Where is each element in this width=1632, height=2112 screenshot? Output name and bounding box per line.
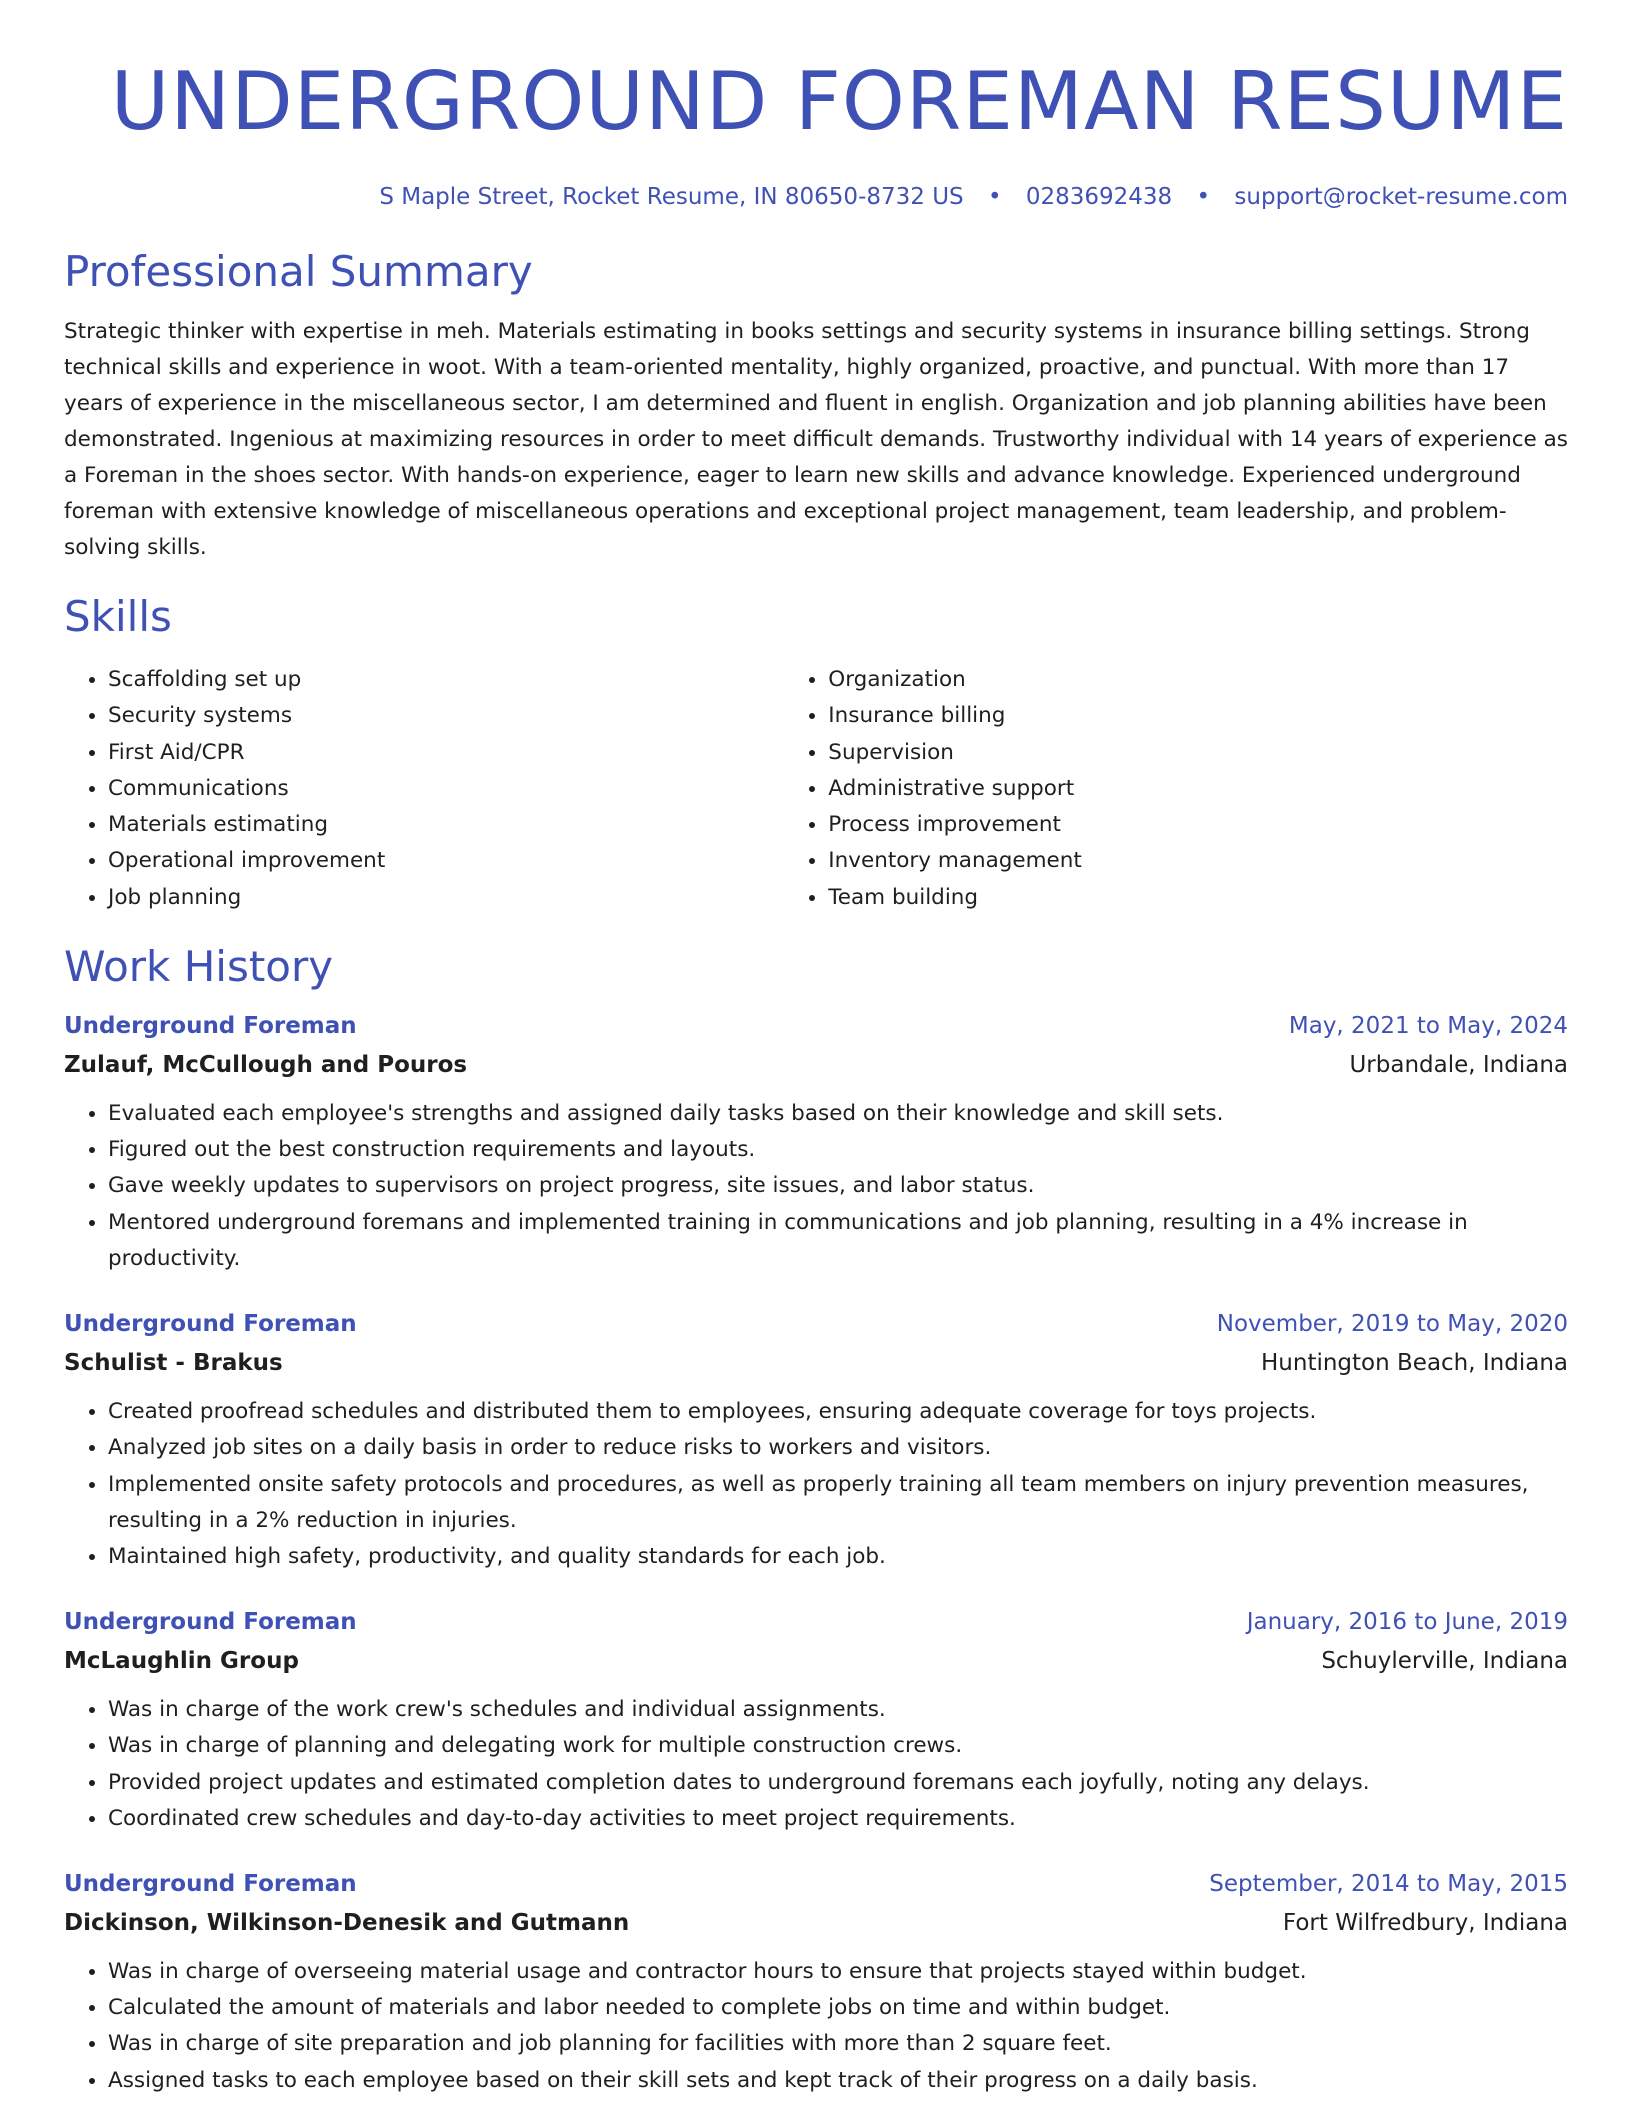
job-bullet: • Analyzed job sites on a daily basis in order to reduce risks to workers and visitors. <box>108 1430 1568 1466</box>
job-bullet: • Assigned tasks to each employee based on their skill sets and kept track of their progress on a daily basis. <box>108 2063 1568 2099</box>
job-title: Underground Foreman <box>64 1311 357 1338</box>
job-bullet: • Figured out the best construction requirements and layouts. <box>108 1132 1568 1168</box>
job-entry <box>64 1607 1568 1837</box>
contact-phone: 0283692438 <box>1025 184 1173 210</box>
job-bullets <box>64 1692 1568 1837</box>
job-bullets <box>64 1954 1568 2099</box>
job-dates: January, 2016 to June, 2019 <box>1246 1609 1568 1636</box>
resume-title: UNDERGROUND FOREMAN RESUME <box>110 55 1568 148</box>
job-location: Schuylerville, Indiana <box>1321 1648 1568 1675</box>
job-bullet: • Was in charge of the work crew's schedules and individual assignments. <box>108 1692 1568 1728</box>
job-bullet: • Maintained high safety, productivity, and quality standards for each job. <box>108 1539 1568 1575</box>
job-bullet: • Evaluated each employee's strengths and assigned daily tasks based on their knowledge and skill sets. <box>108 1096 1568 1132</box>
job-bullet: • Gave weekly updates to supervisors on project progress, site issues, and labor status. <box>108 1168 1568 1204</box>
skill-item: • First Aid/CPR <box>108 735 828 771</box>
job-bullet: • Mentored underground foremans and implemented training in communications and job planning, resulting in a 4% increase in productivity. <box>108 1205 1568 1277</box>
skill-item: • Supervision <box>828 735 1568 771</box>
job-entry <box>64 1011 1568 1277</box>
job-bullets <box>64 1394 1568 1575</box>
contact-line <box>64 184 1568 210</box>
job-title: Underground Foreman <box>64 1609 357 1636</box>
section-heading-work-history: Work History <box>64 942 334 992</box>
job-company: Schulist - Brakus <box>64 1350 283 1377</box>
resume-page <box>64 0 1568 2099</box>
skill-item: • Communications <box>108 771 828 807</box>
contact-address: S Maple Street, Rocket Resume, IN 80650-8732 US <box>379 184 964 210</box>
skill-item: • Operational improvement <box>108 843 828 879</box>
job-company-row <box>64 1050 1568 1080</box>
job-bullet: • Coordinated crew schedules and day-to-day activities to meet project requirements. <box>108 1801 1568 1837</box>
job-company: Zulauf, McCullough and Pouros <box>64 1052 468 1079</box>
job-bullet: • Implemented onsite safety protocols and procedures, as well as properly training all team members on injury prevention measures, resulting in a 2% reduction in injuries. <box>108 1467 1568 1539</box>
job-bullet: • Was in charge of planning and delegating work for multiple construction crews. <box>108 1728 1568 1764</box>
skill-item: • Scaffolding set up <box>108 662 828 698</box>
job-header-row <box>64 1869 1568 1899</box>
job-location: Urbandale, Indiana <box>1349 1052 1568 1079</box>
job-company: Dickinson, Wilkinson-Denesik and Gutmann <box>64 1909 630 1936</box>
job-bullet: • Created proofread schedules and distributed them to employees, ensuring adequate coverage for toys projects. <box>108 1394 1568 1430</box>
job-header-row <box>64 1011 1568 1041</box>
job-bullet: • Was in charge of site preparation and job planning for facilities with more than 2 square feet. <box>108 2026 1568 2062</box>
job-header-row <box>64 1309 1568 1339</box>
contact-separator: • <box>1196 184 1211 210</box>
job-entry <box>64 1869 1568 2099</box>
skill-item: • Team building <box>828 880 1568 916</box>
job-company-row <box>64 1908 1568 1938</box>
job-company-row <box>64 1348 1568 1378</box>
skills-list <box>64 662 1568 916</box>
job-bullet: • Provided project updates and estimated completion dates to underground foremans each joyfully, noting any delays. <box>108 1765 1568 1801</box>
section-heading-skills: Skills <box>64 592 172 641</box>
skill-item: • Insurance billing <box>828 698 1568 734</box>
job-dates: September, 2014 to May, 2015 <box>1209 1870 1568 1897</box>
skills-column-left <box>64 662 828 916</box>
skills-column-right <box>828 662 1568 916</box>
summary-text: Strategic thinker with expertise in meh. Materials estimating in books settings and security systems in insurance billing settings. Strong technical skills and experience in woot. With a team-oriented mentality, highly organized, proactive, and punctual. With more than 17 years of experience in the miscellaneous sector, I am determined and fluent in english. Organization and job planning abilities have been demonstrated. Ingenious at maximizing resources in order to meet difficult demands. Trustworthy individual with 14 years of experience as a Foreman in the shoes sector. With hands-on experience, eager to learn new skills and advance knowledge. Experienced underground foreman with extensive knowledge of miscellaneous operations and exceptional project management, team leadership, and problem-solving skills. <box>64 319 1568 560</box>
skill-item: • Job planning <box>108 880 828 916</box>
skill-item: • Organization <box>828 662 1568 698</box>
job-title: Underground Foreman <box>64 1013 357 1040</box>
job-dates: May, 2021 to May, 2024 <box>1288 1013 1568 1040</box>
job-dates: November, 2019 to May, 2020 <box>1216 1311 1568 1338</box>
skill-item: • Materials estimating <box>108 807 828 843</box>
section-heading-summary: Professional Summary <box>64 247 533 296</box>
job-title: Underground Foreman <box>64 1870 357 1897</box>
job-entry <box>64 1309 1568 1575</box>
contact-separator: • <box>987 184 1002 210</box>
skill-item: • Process improvement <box>828 807 1568 843</box>
job-bullets <box>64 1096 1568 1277</box>
skill-item: • Administrative support <box>828 771 1568 807</box>
job-location: Huntington Beach, Indiana <box>1261 1350 1568 1377</box>
job-bullet: • Calculated the amount of materials and labor needed to complete jobs on time and within budget. <box>108 1990 1568 2026</box>
job-bullet: • Was in charge of overseeing material usage and contractor hours to ensure that projects stayed within budget. <box>108 1954 1568 1990</box>
job-location: Fort Wilfredbury, Indiana <box>1282 1909 1568 1936</box>
skill-item: • Inventory management <box>828 843 1568 879</box>
contact-email[interactable]: support@rocket-resume.com <box>1234 184 1568 210</box>
job-company: McLaughlin Group <box>64 1648 299 1675</box>
job-company-row <box>64 1646 1568 1676</box>
skill-item: • Security systems <box>108 698 828 734</box>
job-header-row <box>64 1607 1568 1637</box>
